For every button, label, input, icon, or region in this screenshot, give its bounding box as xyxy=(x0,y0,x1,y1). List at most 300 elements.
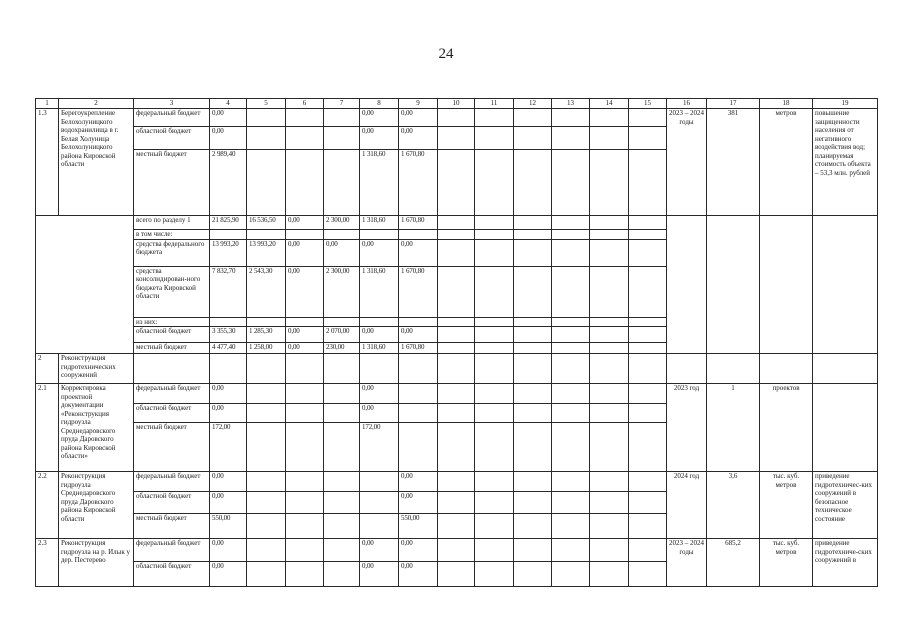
amount-col-7 xyxy=(324,492,360,514)
empty-cell xyxy=(514,150,552,216)
empty-cell xyxy=(438,127,475,150)
amount-col-8: 0,00 xyxy=(360,127,399,150)
amount-col-7 xyxy=(324,562,360,587)
amount-col-6 xyxy=(286,109,324,127)
amount-col-7 xyxy=(324,127,360,150)
amount-col-8: 0,00 xyxy=(360,562,399,587)
empty-cell xyxy=(475,404,514,423)
empty-cell xyxy=(629,343,667,354)
column-number: 5 xyxy=(247,99,286,109)
amount-col-4: 21 825,90 xyxy=(210,216,247,230)
empty-cell xyxy=(590,127,629,150)
funding-source: областной бюджет xyxy=(134,492,210,514)
empty-cell xyxy=(475,562,514,587)
empty-cell xyxy=(475,216,514,230)
amount-col-8: 0,00 xyxy=(360,539,399,562)
funding-source: в том числе: xyxy=(134,230,210,240)
amount-col-8: 0,00 xyxy=(360,404,399,423)
column-number: 13 xyxy=(552,99,590,109)
amount-col-7 xyxy=(324,472,360,492)
empty-cell xyxy=(629,150,667,216)
column-number-row xyxy=(36,99,878,109)
amount-col-6: 0,00 xyxy=(286,266,324,317)
item-number: 2.3 xyxy=(36,539,59,587)
table-row xyxy=(36,472,878,492)
empty-cell xyxy=(438,230,475,240)
amount-col-5 xyxy=(247,472,286,492)
funding-source: областной бюджет xyxy=(134,327,210,343)
amount-col-7 xyxy=(324,423,360,472)
item-name: Берегоукрепление Белохолуницкого водохранилища в г. Белая Холуница Белохолуницкого района Кировской области xyxy=(59,109,134,216)
amount-col-4: 7 832,70 xyxy=(210,266,247,317)
column-number: 17 xyxy=(707,99,760,109)
amount-col-5 xyxy=(247,514,286,539)
empty-cell xyxy=(552,216,590,230)
amount-col-9 xyxy=(399,230,438,240)
empty-cell xyxy=(552,492,590,514)
implementation-period: 2023 год xyxy=(667,384,707,472)
empty-cell xyxy=(438,109,475,127)
column-number: 6 xyxy=(286,99,324,109)
empty-cell xyxy=(514,230,552,240)
empty-cell xyxy=(552,539,590,562)
empty-cell xyxy=(629,127,667,150)
funding-source: средства федерального бюджета xyxy=(134,239,210,266)
empty-cell xyxy=(399,354,438,384)
expected-result: приведение гидротехниче-ских сооружений в xyxy=(813,539,878,587)
empty-cell xyxy=(134,354,210,384)
amount-col-6 xyxy=(286,562,324,587)
empty-cell xyxy=(629,472,667,492)
amount-col-7 xyxy=(324,230,360,240)
amount-col-7 xyxy=(324,150,360,216)
empty-cell xyxy=(475,109,514,127)
column-number: 9 xyxy=(399,99,438,109)
empty-cell xyxy=(514,266,552,317)
empty-cell xyxy=(590,354,629,384)
amount-col-4: 2 989,40 xyxy=(210,150,247,216)
empty-cell xyxy=(514,384,552,404)
amount-col-5: 2 543,30 xyxy=(247,266,286,317)
empty-cell xyxy=(475,539,514,562)
column-number: 4 xyxy=(210,99,247,109)
amount-col-6 xyxy=(286,492,324,514)
amount-col-9: 0,00 xyxy=(399,127,438,150)
empty-cell xyxy=(760,216,813,354)
empty-cell xyxy=(667,216,707,354)
amount-col-5: 1 285,30 xyxy=(247,327,286,343)
funding-source: федеральный бюджет xyxy=(134,384,210,404)
amount-col-5 xyxy=(247,562,286,587)
amount-col-7: 2 300,00 xyxy=(324,266,360,317)
empty-cell xyxy=(552,327,590,343)
empty-cell xyxy=(438,216,475,230)
empty-cell xyxy=(438,539,475,562)
amount-col-8: 0,00 xyxy=(360,327,399,343)
funding-source: федеральный бюджет xyxy=(134,539,210,562)
empty-cell xyxy=(475,230,514,240)
amount-col-5 xyxy=(247,317,286,327)
amount-col-8: 172,00 xyxy=(360,423,399,472)
amount-col-8 xyxy=(360,317,399,327)
amount-col-9: 0,00 xyxy=(399,327,438,343)
amount-col-9 xyxy=(399,423,438,472)
empty-cell xyxy=(475,423,514,472)
amount-col-6 xyxy=(286,472,324,492)
empty-cell xyxy=(514,539,552,562)
amount-col-9: 550,00 xyxy=(399,514,438,539)
empty-cell xyxy=(629,266,667,317)
amount-col-6 xyxy=(286,230,324,240)
empty-cell xyxy=(438,354,475,384)
empty-cell xyxy=(813,354,878,384)
empty-cell xyxy=(475,327,514,343)
amount-col-7: 2 300,00 xyxy=(324,216,360,230)
empty-cell xyxy=(590,404,629,423)
empty-cell xyxy=(552,404,590,423)
empty-cell xyxy=(514,404,552,423)
empty-cell xyxy=(760,354,813,384)
indicator-value: 1 xyxy=(707,384,760,472)
empty-cell xyxy=(475,317,514,327)
amount-col-9: 1 670,80 xyxy=(399,150,438,216)
funding-source: федеральный бюджет xyxy=(134,472,210,492)
amount-col-8 xyxy=(360,514,399,539)
empty-cell xyxy=(360,354,399,384)
empty-cell xyxy=(514,216,552,230)
empty-cell xyxy=(552,343,590,354)
amount-col-6: 0,00 xyxy=(286,327,324,343)
amount-col-4: 172,00 xyxy=(210,423,247,472)
item-name: Реконструкция гидроузла Среднедаровского пруда Даровского района Кировской области xyxy=(59,472,134,539)
column-number: 8 xyxy=(360,99,399,109)
column-number: 12 xyxy=(514,99,552,109)
empty-cell xyxy=(475,492,514,514)
amount-col-8: 1 318,60 xyxy=(360,216,399,230)
indicator-unit: метров xyxy=(760,109,813,216)
empty-cell xyxy=(514,327,552,343)
empty-cell xyxy=(552,109,590,127)
column-number: 14 xyxy=(590,99,629,109)
empty-cell xyxy=(438,384,475,404)
item-name: Корректировка проектной документации «Реконструкция гидроузла Среднедаровского пруда Даровского района Кировской области» xyxy=(59,384,134,472)
empty-cell xyxy=(475,127,514,150)
amount-col-8 xyxy=(360,492,399,514)
empty-cell xyxy=(514,472,552,492)
empty-cell xyxy=(475,239,514,266)
empty-cell xyxy=(590,343,629,354)
empty-cell xyxy=(438,266,475,317)
funding-source: федеральный бюджет xyxy=(134,109,210,127)
empty-cell xyxy=(514,343,552,354)
empty-cell xyxy=(324,354,360,384)
amount-col-8: 1 318,60 xyxy=(360,343,399,354)
column-number: 18 xyxy=(760,99,813,109)
funding-source: местный бюджет xyxy=(134,150,210,216)
empty-cell xyxy=(813,216,878,354)
empty-cell xyxy=(629,492,667,514)
implementation-period: 2024 год xyxy=(667,472,707,539)
amount-col-7 xyxy=(324,404,360,423)
funding-source: средства консолидирован-ного бюджета Кировской области xyxy=(134,266,210,317)
empty-cell xyxy=(514,492,552,514)
empty-cell xyxy=(514,127,552,150)
amount-col-9: 1 670,80 xyxy=(399,266,438,317)
empty-cell xyxy=(552,266,590,317)
item-name: Реконструкция гидротехнических сооружений xyxy=(59,354,134,384)
empty-cell xyxy=(475,514,514,539)
empty-cell xyxy=(552,239,590,266)
table-row xyxy=(36,109,878,127)
empty-cell xyxy=(629,562,667,587)
amount-col-9: 1 670,80 xyxy=(399,343,438,354)
item-name: Реконструкция гидроузла на р. Илык у дер. Пестерево xyxy=(59,539,134,587)
amount-col-4: 0,00 xyxy=(210,562,247,587)
amount-col-4: 0,00 xyxy=(210,404,247,423)
amount-col-7 xyxy=(324,539,360,562)
empty-cell xyxy=(438,150,475,216)
amount-col-5 xyxy=(247,423,286,472)
table-row xyxy=(36,384,878,404)
amount-col-6 xyxy=(286,514,324,539)
amount-col-6 xyxy=(286,423,324,472)
amount-col-9: 0,00 xyxy=(399,492,438,514)
implementation-period: 2023 – 2024 годы xyxy=(667,109,707,216)
empty-cell xyxy=(552,317,590,327)
empty-cell xyxy=(552,562,590,587)
amount-col-9: 0,00 xyxy=(399,539,438,562)
implementation-period: 2023 – 2024 годы xyxy=(667,539,707,587)
amount-col-8: 1 318,60 xyxy=(360,266,399,317)
amount-col-8 xyxy=(360,230,399,240)
empty-cell xyxy=(514,317,552,327)
funding-source: местный бюджет xyxy=(134,343,210,354)
indicator-unit: тыс. куб. метров xyxy=(760,472,813,539)
column-number: 7 xyxy=(324,99,360,109)
amount-col-7: 230,00 xyxy=(324,343,360,354)
empty-cell xyxy=(629,109,667,127)
amount-col-4: 0,00 xyxy=(210,384,247,404)
column-number: 16 xyxy=(667,99,707,109)
column-number: 19 xyxy=(813,99,878,109)
amount-col-7 xyxy=(324,317,360,327)
amount-col-5 xyxy=(247,230,286,240)
amount-col-5 xyxy=(247,127,286,150)
empty-cell xyxy=(475,472,514,492)
empty-cell xyxy=(707,354,760,384)
amount-col-4: 0,00 xyxy=(210,109,247,127)
item-number: 2 xyxy=(36,354,59,384)
empty-cell xyxy=(707,216,760,354)
amount-col-4 xyxy=(210,317,247,327)
amount-col-7: 2 070,00 xyxy=(324,327,360,343)
empty-cell xyxy=(629,216,667,230)
funding-source: областной бюджет xyxy=(134,562,210,587)
amount-col-6 xyxy=(286,384,324,404)
column-number: 3 xyxy=(134,99,210,109)
item-number: 1.3 xyxy=(36,109,59,216)
empty-cell xyxy=(552,150,590,216)
empty-cell xyxy=(438,317,475,327)
empty-cell xyxy=(514,109,552,127)
empty-cell xyxy=(590,150,629,216)
empty-cell xyxy=(629,404,667,423)
column-number: 1 xyxy=(36,99,59,109)
empty-cell xyxy=(629,384,667,404)
amount-col-7 xyxy=(324,109,360,127)
empty-cell xyxy=(590,423,629,472)
table-row xyxy=(36,539,878,562)
empty-cell xyxy=(552,384,590,404)
empty-cell xyxy=(438,239,475,266)
amount-col-8: 0,00 xyxy=(360,109,399,127)
column-number: 15 xyxy=(629,99,667,109)
funding-source: местный бюджет xyxy=(134,514,210,539)
amount-col-5 xyxy=(247,404,286,423)
empty-cell xyxy=(552,423,590,472)
amount-col-4: 0,00 xyxy=(210,127,247,150)
empty-cell xyxy=(514,354,552,384)
empty-cell xyxy=(475,343,514,354)
empty-cell xyxy=(475,384,514,404)
empty-cell xyxy=(438,562,475,587)
empty-cell xyxy=(629,354,667,384)
amount-col-4 xyxy=(210,230,247,240)
amount-col-9 xyxy=(399,404,438,423)
program-table xyxy=(35,98,878,587)
amount-col-4: 3 355,30 xyxy=(210,327,247,343)
column-number: 11 xyxy=(475,99,514,109)
amount-col-4: 13 993,20 xyxy=(210,239,247,266)
item-number: 2.2 xyxy=(36,472,59,539)
amount-col-9: 0,00 xyxy=(399,109,438,127)
empty-cell xyxy=(629,514,667,539)
empty-cell xyxy=(629,423,667,472)
empty-cell xyxy=(552,472,590,492)
amount-col-9: 1 670,80 xyxy=(399,216,438,230)
empty-cell xyxy=(475,150,514,216)
empty-cell xyxy=(514,423,552,472)
empty-cell xyxy=(590,216,629,230)
expected-result: повышение защищенности населения от негативного воздействия вод; планируемая стоимость объекта – 53,3 млн. рублей xyxy=(813,109,878,216)
empty-cell xyxy=(514,239,552,266)
empty-cell xyxy=(590,266,629,317)
amount-col-4: 4 477,40 xyxy=(210,343,247,354)
funding-source: всего по разделу 1 xyxy=(134,216,210,230)
empty-cell xyxy=(438,404,475,423)
empty-cell xyxy=(475,354,514,384)
empty-cell xyxy=(629,317,667,327)
amount-col-5 xyxy=(247,150,286,216)
amount-col-9 xyxy=(399,317,438,327)
column-number: 2 xyxy=(59,99,134,109)
empty-cell xyxy=(590,562,629,587)
expected-result xyxy=(813,384,878,472)
amount-col-8 xyxy=(360,472,399,492)
expected-result: приведение гидротехничес-ких сооружений в безопасное техническое состояние xyxy=(813,472,878,539)
empty-cell xyxy=(629,539,667,562)
empty-cell xyxy=(247,354,286,384)
indicator-value: 3,6 xyxy=(707,472,760,539)
empty-cell xyxy=(590,492,629,514)
amount-col-8: 1 318,60 xyxy=(360,150,399,216)
amount-col-6 xyxy=(286,150,324,216)
amount-col-5: 16 536,50 xyxy=(247,216,286,230)
amount-col-6 xyxy=(286,404,324,423)
amount-col-5 xyxy=(247,109,286,127)
empty-cell xyxy=(590,317,629,327)
amount-col-4: 550,00 xyxy=(210,514,247,539)
empty-cell xyxy=(667,354,707,384)
empty-cell xyxy=(552,230,590,240)
amount-col-4: 0,00 xyxy=(210,492,247,514)
amount-col-8: 0,00 xyxy=(360,384,399,404)
empty-cell xyxy=(286,354,324,384)
empty-cell xyxy=(552,127,590,150)
amount-col-9: 0,00 xyxy=(399,239,438,266)
empty-cell xyxy=(210,354,247,384)
empty-cell xyxy=(438,343,475,354)
funding-source: областной бюджет xyxy=(134,127,210,150)
empty-cell xyxy=(590,514,629,539)
empty-cell xyxy=(590,539,629,562)
empty-cell xyxy=(438,472,475,492)
indicator-value: 381 xyxy=(707,109,760,216)
amount-col-6 xyxy=(286,127,324,150)
amount-col-5 xyxy=(247,384,286,404)
page-number: 24 xyxy=(438,46,454,62)
indicator-value: 685,2 xyxy=(707,539,760,587)
empty-cell xyxy=(438,492,475,514)
amount-col-9 xyxy=(399,384,438,404)
amount-col-6 xyxy=(286,539,324,562)
amount-col-8: 0,00 xyxy=(360,239,399,266)
funding-source: из них: xyxy=(134,317,210,327)
amount-col-7 xyxy=(324,514,360,539)
amount-col-5: 1 258,00 xyxy=(247,343,286,354)
amount-col-6: 0,00 xyxy=(286,343,324,354)
empty-cell xyxy=(629,239,667,266)
amount-col-9: 0,00 xyxy=(399,472,438,492)
indicator-unit: тыс. куб. метров xyxy=(760,539,813,587)
empty-cell xyxy=(36,216,134,354)
indicator-unit: проектов xyxy=(760,384,813,472)
empty-cell xyxy=(590,384,629,404)
column-number: 10 xyxy=(438,99,475,109)
empty-cell xyxy=(552,514,590,539)
empty-cell xyxy=(590,239,629,266)
empty-cell xyxy=(438,514,475,539)
empty-cell xyxy=(590,109,629,127)
empty-cell xyxy=(514,562,552,587)
empty-cell xyxy=(590,327,629,343)
item-number: 2.1 xyxy=(36,384,59,472)
amount-col-6 xyxy=(286,317,324,327)
empty-cell xyxy=(438,423,475,472)
amount-col-6: 0,00 xyxy=(286,216,324,230)
funding-source: местный бюджет xyxy=(134,423,210,472)
table-row xyxy=(36,216,878,230)
empty-cell xyxy=(475,266,514,317)
amount-col-4: 0,00 xyxy=(210,539,247,562)
empty-cell xyxy=(629,230,667,240)
funding-source: областной бюджет xyxy=(134,404,210,423)
amount-col-5 xyxy=(247,492,286,514)
empty-cell xyxy=(438,327,475,343)
amount-col-5 xyxy=(247,539,286,562)
amount-col-7 xyxy=(324,384,360,404)
empty-cell xyxy=(590,472,629,492)
